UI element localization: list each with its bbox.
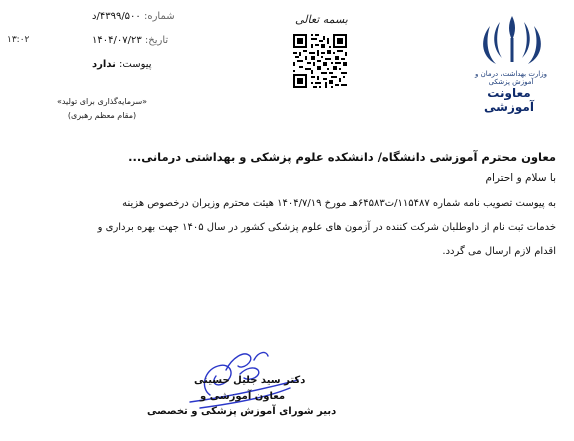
body-line-2: خدمات ثبت نام از داوطلبان شرکت کننده در آزمون های علوم پزشکی کشور در سال ۱۴۰۵ جهت بهره برداری و (97, 222, 556, 233)
time-stamp: ۱۳:۰۲ (7, 35, 30, 45)
signer-name: دکتر سید جلیل حسینی (194, 375, 306, 386)
slogan: «سرمایه‌گذاری برای تولید» (56, 97, 148, 106)
org-line: وزارت بهداشت، درمان و آموزش پزشکی (474, 70, 548, 86)
letter-attachment (92, 59, 152, 70)
signer-title-1: معاون آموزشی و (200, 391, 286, 402)
number-label: شماره: (143, 11, 175, 22)
signer-title-2: دبیر شورای آموزش پزشکی و تخصصی (147, 406, 337, 417)
letter-number (92, 11, 175, 22)
slogan-attribution: (مقام معظم رهبری) (67, 111, 137, 120)
basmala: بسمه تعالی (295, 13, 348, 26)
number-value: ۴۳۹۹/۵۰۰/د (92, 11, 141, 22)
attachment-value: ندارد (92, 59, 116, 70)
date-label: تاریخ: (144, 35, 169, 46)
letter-date (92, 35, 168, 46)
qr-code-icon (293, 34, 347, 88)
slogan-block (52, 95, 152, 123)
date-value: ۱۴۰۴/۰۷/۲۳ (92, 35, 142, 46)
attachment-label: پیوست: (119, 59, 152, 70)
greeting: با سلام و احترام (485, 172, 556, 184)
org-name: معاونت آموزشی (484, 86, 534, 114)
addressee: معاون محترم آموزشی دانشگاه/ دانشکده علوم پزشکی و بهداشتی درمانی... (128, 150, 556, 164)
body-line-3: اقدام لازم ارسال می گردد. (442, 246, 556, 257)
body-line-1: به پیوست تصویب نامه شماره ۱۱۵۴۸۷/ت۶۴۵۸۳هـ مورخ ۱۴۰۴/۷/۱۹ هیئت محترم وزیران درخصوص هزینه (122, 198, 556, 209)
